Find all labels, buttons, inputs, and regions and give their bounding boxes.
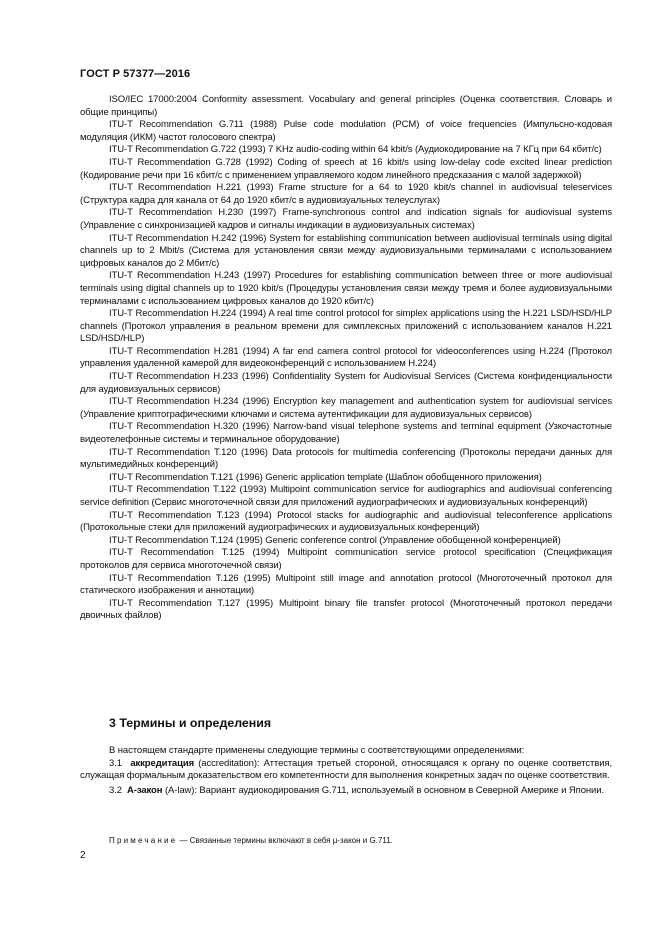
definitions-intro: В настоящем стандарте применены следующие термины с соответствующими определениями: — [109, 745, 525, 756]
normative-references-list — [80, 94, 612, 623]
reference-item: ITU-T Recommendation G.728 (1992) Coding of speech at 16 kbit/s using low-delay code excited linear prediction (Кодирование речи при 16 кбит/с с применением управляемого кодом линейного предсказания с малой задержкой) — [80, 156, 612, 181]
reference-item: ITU-T Recommendation H.242 (1996) System for establishing communication between audiovisual terminals using digital channels up to 2 Mbit/s (Система для установления связи между аудиовизуальными терминалами с использованием цифровых каналов до 2 Мбит/с) — [80, 232, 612, 269]
reference-item: ITU-T Recommendation T.124 (1995) Generic conference control (Управление обобщенной конференцией) — [109, 534, 561, 546]
definition-item — [80, 758, 612, 783]
reference-item: ITU-T Recommendation H.234 (1996) Encryption key management and authentication system for audiovisual services (Управление криптографическими ключами и система аутентификации для аудиовизуальных сервисов) — [80, 396, 612, 420]
reference-item: ITU-T Recommendation T.126 (1995) Multipoint still image and annotation protocol (Многоточечный протокол для статического изображения и аннотации) — [80, 572, 612, 597]
document-header: ГОСТ Р 57377—2016 — [80, 68, 191, 80]
definition-term: аккредитация — [130, 757, 195, 769]
definitions-block — [80, 745, 612, 797]
reference-item: ITU-T Recommendation H.243 (1997) Procedures for establishing communication between three or more audiovisual terminals using digital channels up to 1920 kbit/s (Процедуры установления связи между тремя и более аудиовизуальными терминалами с использованием цифровых каналов до 1920 кбит/с) — [80, 270, 612, 307]
definition-text: (A-law): Вариант аудиокодирования G.711, используемый в основном в Северной Америке и Японии. — [164, 784, 604, 796]
note-text: — Связанные термины включают в себя μ-закон и G.711. — [179, 836, 393, 845]
definition-number: 3.1 — [109, 757, 122, 769]
definition-text: (accreditation): Аттестация третьей стороной, относящаяся к органу по оценке соответствия, служащая формальным доказательством его компетентности для выполнения конкретных задач по оценке соответствия. — [80, 757, 612, 782]
reference-item: ITU-T Recommendation H.320 (1996) Narrow-band visual telephone systems and terminal equipment (Узкочастотные видеотелефонные системы и терминальное оборудование) — [80, 421, 612, 446]
reference-item: ITU-T Recommendation H.233 (1996) Confidentiality System for Audiovisual Services (Система конфиденциальности для аудиовизуальных сервисов) — [80, 371, 612, 395]
reference-item: ITU-T Recommendation G.711 (1988) Pulse code modulation (PCM) of voice frequencies (Импульсно-кодовая модуляция (ИКМ) частот голосового спектра) — [80, 119, 612, 143]
reference-item: ITU-T Recommendation T.123 (1994) Protocol stacks for audiographic and audiovisual teleconference applications (Протокольные стеки для приложений аудиографических и аудиовизуальных конференций) — [80, 509, 612, 534]
reference-item: ITU-T Recommendation H.281 (1994) A far end camera control protocol for videoconferences using H.224 (Протокол управления удаленной камерой для видеоконференций с использованием H.224) — [80, 345, 612, 370]
reference-item: ISO/IEC 17000:2004 Conformity assessment. Vocabulary and general principles (Оценка соответствия. Словарь и общие принципы) — [80, 94, 612, 118]
reference-item: ITU-T Recommendation T.120 (1996) Data protocols for multimedia conferencing (Протоколы передачи данных для мультимедийных конференций) — [80, 446, 612, 471]
reference-item: ITU-T Recommendation H.224 (1994) A real time control protocol for simplex applications using the H.221 LSD/HSD/HLP channels (Протокол управления в реальном времени для симплексных приложений с использованием каналов H.221 LSD/HSD/HLP) — [80, 308, 612, 345]
reference-item: ITU-T Recommendation T.125 (1994) Multipoint communication service protocol specification (Спецификация протоколов для сервиса многоточечной связи) — [80, 547, 612, 571]
definition-item — [80, 785, 612, 798]
page-number: 2 — [80, 850, 86, 861]
reference-item: ITU-T Recommendation T.121 (1996) Generic application template (Шаблон обобщенного приложения) — [109, 471, 542, 483]
reference-item: ITU-T Recommendation T.127 (1995) Multipoint binary file transfer protocol (Многоточечный протокол передачи двоичных файлов) — [80, 597, 612, 622]
note — [109, 835, 612, 846]
reference-item: ITU-T Recommendation H.221 (1993) Frame structure for a 64 to 1920 kbit/s channel in audiovisual teleservices (Структура кадра для канала от 64 до 1920 кбит/с в аудиовизуальных телеуслугах) — [80, 182, 612, 206]
note-label: Примечание — [109, 836, 178, 845]
reference-item: ITU-T Recommendation H.230 (1997) Frame-synchronous control and indication signals for audiovisual systems (Управление с синхронизацией кадров и сигналы индикации в аудиовизуальных системах) — [80, 207, 612, 231]
definition-term: A-закон — [127, 784, 163, 796]
definition-number: 3.2 — [109, 784, 122, 796]
reference-item: ITU-T Recommendation G.722 (1993) 7 KHz audio-coding within 64 kbit/s (Аудиокодирование на 7 КГц при 64 кбит/с) — [109, 144, 602, 156]
reference-item: ITU-T Recommendation T.122 (1993) Multipoint communication service for audiographics and audiovisual conferencing service definition (Сервис многоточечной связи для приложений аудиографических и аудиовизуальных конференций) — [80, 484, 612, 508]
section-heading: 3 Термины и определения — [109, 716, 272, 730]
